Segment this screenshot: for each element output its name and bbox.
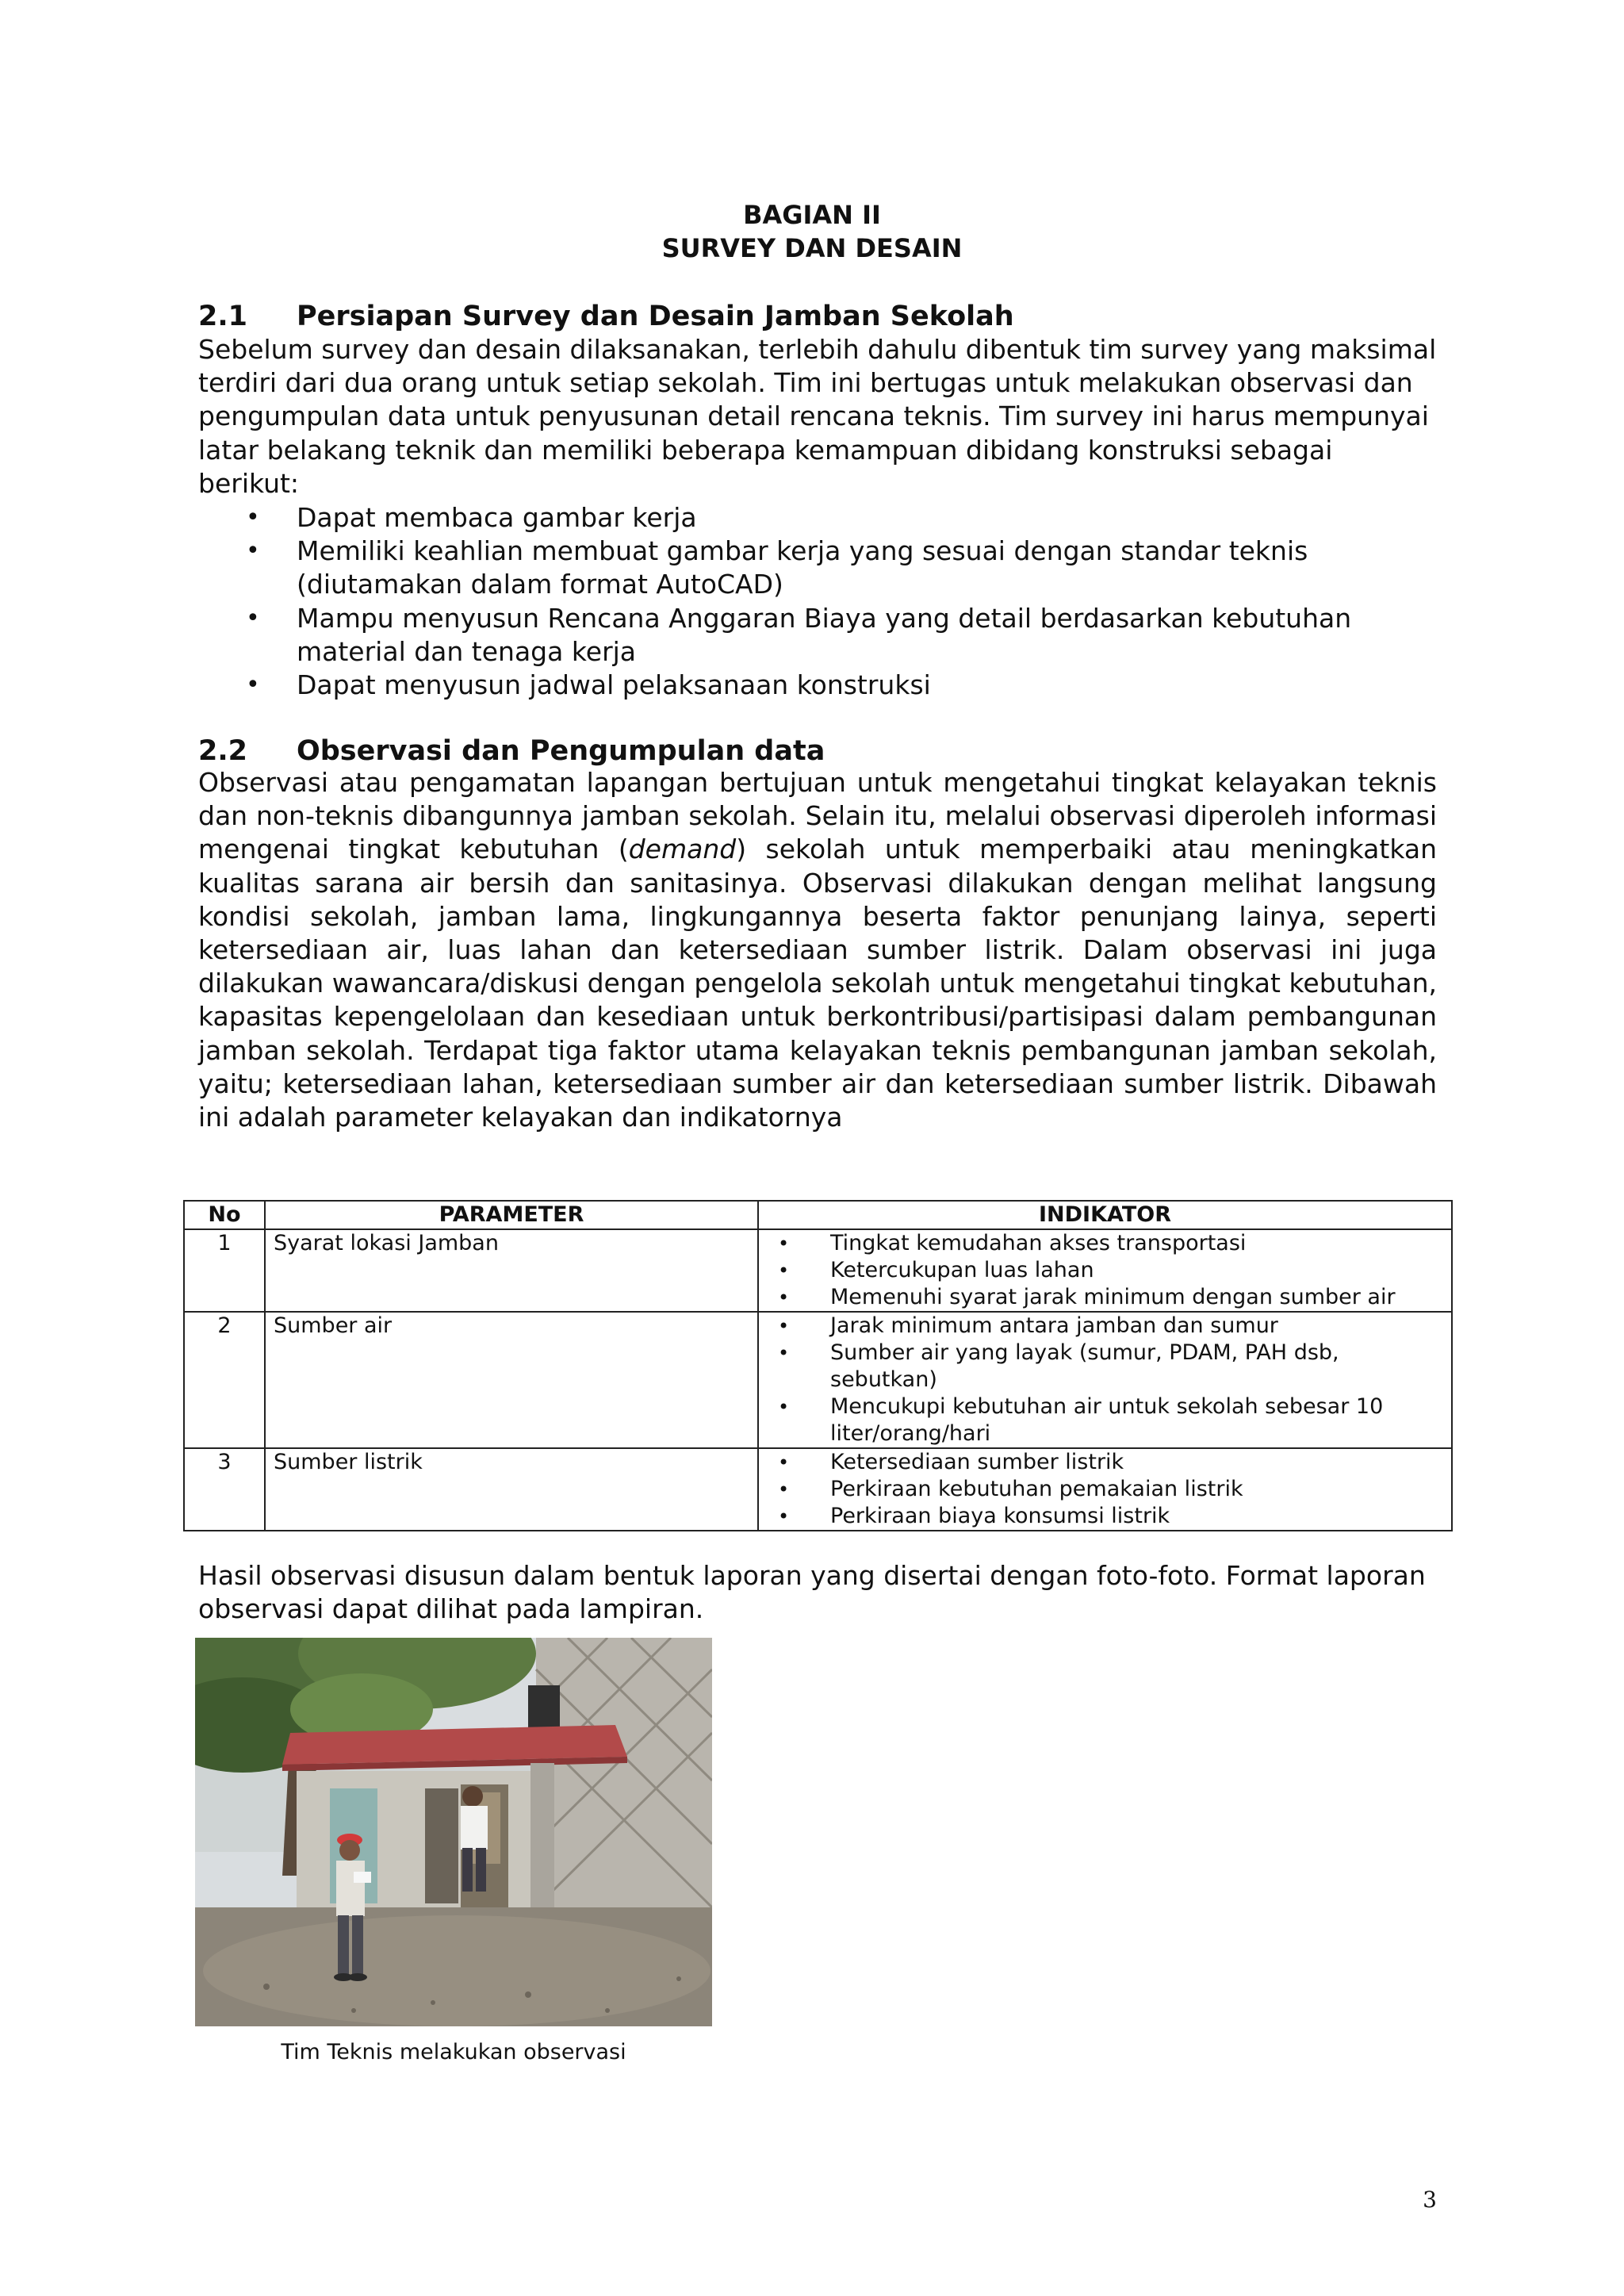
indicator-cell <box>758 1312 1452 1448</box>
section-2-1-paragraph: Sebelum survey dan desain dilaksanakan, terlebih dahulu dibentuk tim survey yang maksimal terdiri dari dua orang untuk setiap sekolah. Tim ini bertugas untuk melakukan observasi dan pengumpulan data untuk penyusunan detail rencana teknis. Tim survey ini harus mempunyai latar belakang teknik dan memiliki beberapa kemampuan dibidang konstruksi sebagai berikut: <box>198 334 1437 499</box>
list-item: • Dapat membaca gambar kerja <box>198 501 1437 535</box>
parameter-cell: Syarat lokasi Jamban <box>265 1229 758 1312</box>
column-header-no: No <box>184 1201 265 1229</box>
table-row <box>184 1448 1452 1531</box>
bullet-icon: • <box>246 604 260 632</box>
indicator-item: • Sumber air yang layak (sumur, PDAM, PAH dsb, sebutkan) <box>778 1340 1339 1392</box>
bullet-icon: • <box>778 1286 790 1309</box>
row-number: 1 <box>184 1229 265 1312</box>
bullet-icon: • <box>778 1451 790 1474</box>
section-title: Persiapan Survey dan Desain Jamban Sekolah <box>297 301 1014 332</box>
parameter-cell: Sumber air <box>265 1312 758 1448</box>
bullet-icon: • <box>778 1396 790 1418</box>
bullet-icon: • <box>246 537 260 565</box>
observation-photo-illustration <box>195 1638 712 2026</box>
section-2-2-heading <box>198 734 825 769</box>
indicator-cell <box>758 1448 1452 1531</box>
page-number: 3 <box>1423 2187 1437 2213</box>
observation-photo <box>195 1638 712 2026</box>
indicator-item: • Tingkat kemudahan akses transportasi <box>778 1231 1247 1255</box>
section-title: Observasi dan Pengumpulan data <box>297 735 825 767</box>
emphasis-demand: demand <box>628 834 737 865</box>
indicator-item: • Ketersediaan sumber listrik <box>778 1450 1124 1474</box>
part-title: SURVEY DAN DESAIN <box>661 233 963 263</box>
indicator-cell <box>758 1229 1452 1312</box>
table-row <box>184 1312 1452 1448</box>
bullet-icon: • <box>778 1232 790 1255</box>
observation-report-paragraph: Hasil observasi disusun dalam bentuk laporan yang disertai dengan foto-foto. Format laporan observasi dapat dilihat pada lampiran. <box>198 1560 1426 1625</box>
table-header-row <box>184 1201 1452 1229</box>
list-item: • Mampu menyusun Rencana Anggaran Biaya yang detail berdasarkan kebutuhan material dan tenaga kerja <box>246 602 1352 667</box>
row-number: 3 <box>184 1448 265 1531</box>
bullet-icon: • <box>246 504 260 531</box>
bullet-icon: • <box>778 1505 790 1527</box>
column-header-parameter: PARAMETER <box>265 1201 758 1229</box>
row-number: 2 <box>184 1312 265 1448</box>
bullet-icon: • <box>778 1478 790 1501</box>
photo-caption: Tim Teknis melakukan observasi <box>281 2040 626 2064</box>
skills-list <box>198 501 1437 702</box>
indicator-item: • Mencukupi kebutuhan air untuk sekolah sebesar 10 liter/orang/hari <box>778 1394 1384 1446</box>
table-row <box>184 1229 1452 1312</box>
bullet-icon: • <box>778 1342 790 1364</box>
indicator-item: • Ketercukupan luas lahan <box>778 1258 1094 1282</box>
section-2-2-paragraph: Observasi atau pengamatan lapangan bertujuan untuk mengetahui tingkat kelayakan teknis dan non-teknis dibangunnya jamban sekolah. Selain itu, melalui observasi diperoleh informasi mengenai tingkat kebutuhan (demand) sekolah untuk memperbaiki atau meningkatkan kualitas sarana air bersih dan sanitasinya. Observasi dilakukan dengan melihat langsung kondisi sekolah, jamban lama, lingkungannya beserta faktor penunjang lainya, seperti ketersediaan air, luas lahan dan ketersediaan sumber listrik. Dalam observasi ini juga dilakukan wawancara/diskusi dengan pengelola sekolah untuk mengetahui tingkat kebutuhan, kapasitas kepengelolaan dan kesediaan untuk berkontribusi/partisipasi dalam pembangunan jamban sekolah. Terdapat tiga faktor utama kelayakan teknis pembangunan jamban sekolah, yaitu; ketersediaan lahan, ketersediaan sumber air dan ketersediaan sumber listrik. Dibawah ini adalah parameter kelayakan dan indikatornya <box>198 767 1438 1133</box>
section-number: 2.1 <box>198 301 248 332</box>
bullet-icon: • <box>778 1315 790 1337</box>
indicator-item: • Jarak minimum antara jamban dan sumur <box>778 1313 1278 1338</box>
list-item: • Dapat menyusun jadwal pelaksanaan konstruksi <box>198 669 1437 702</box>
bullet-icon: • <box>246 671 260 700</box>
parameter-cell: Sumber listrik <box>265 1448 758 1531</box>
indicator-item: • Memenuhi syarat jarak minimum dengan sumber air <box>778 1285 1396 1309</box>
part-label: BAGIAN II <box>743 200 881 230</box>
feasibility-parameter-table <box>183 1200 1453 1531</box>
indicator-item: • Perkiraan biaya konsumsi listrik <box>778 1504 1170 1528</box>
bullet-icon: • <box>778 1259 790 1282</box>
list-item: • Memiliki keahlian membuat gambar kerja yang sesuai dengan standar teknis (diutamakan dalam format AutoCAD) <box>246 535 1308 600</box>
column-header-indikator: INDIKATOR <box>758 1201 1452 1229</box>
indicator-item: • Perkiraan kebutuhan pemakaian listrik <box>778 1477 1243 1501</box>
section-2-1-heading <box>198 299 1014 334</box>
section-number: 2.2 <box>198 735 248 767</box>
